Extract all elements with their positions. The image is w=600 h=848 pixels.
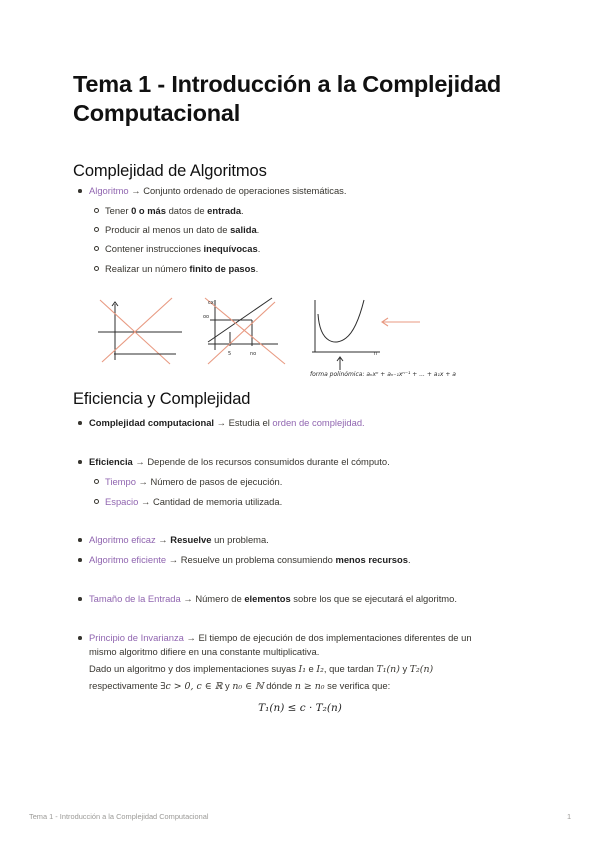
text: un problema. (211, 534, 269, 545)
text: . (255, 263, 259, 274)
term-tamano-entrada: Tamaño de la Entrada (89, 593, 181, 604)
list-item-entrada (105, 204, 244, 217)
list-item-complejidad-computacional (89, 416, 365, 429)
text: e (305, 663, 317, 674)
text-bold: entrada (207, 205, 242, 216)
list-item-salida (105, 223, 259, 236)
text: → Estudia el (214, 417, 273, 428)
term-algoritmo-eficiente: Algoritmo eficiente (89, 554, 167, 565)
text: Realizar un número (105, 263, 190, 274)
sketch-graph-1 (98, 298, 182, 364)
text: se verifica que: (324, 680, 391, 691)
sub-bullet-ring (94, 208, 99, 213)
text-bold: Resuelve (170, 534, 212, 545)
list-item-invarianza-line1 (89, 631, 472, 644)
term-algoritmo-eficaz: Algoritmo eficaz (89, 534, 156, 545)
bullet-dot (78, 189, 82, 193)
list-item-algoritmo-eficiente (89, 553, 411, 566)
math-t1: T₁(n) (376, 664, 400, 675)
text: dónde (263, 680, 295, 691)
footer-page-number: 1 (567, 812, 572, 821)
footer-title: Tema 1 - Introducción a la Complejidad Computacional (29, 812, 209, 821)
sub-bullet-ring (94, 227, 99, 232)
formula-invarianza: T₁(n) ≤ c · T₂(n) (258, 702, 342, 714)
sketch-annotation: forma polinómica: aₙxⁿ + aₙ₋₁xⁿ⁻¹ + ... + a₁x + a (310, 371, 456, 378)
list-item-algoritmo (89, 184, 346, 197)
text: → Número de pasos de ejecución. (135, 476, 283, 487)
text: . (257, 243, 261, 254)
text: Dado un algoritmo y dos implementaciones suyas (89, 663, 299, 674)
bullet-dot (78, 538, 82, 542)
text: . (256, 224, 260, 235)
text: Tener (105, 205, 132, 216)
list-item-tamano-entrada (89, 592, 457, 605)
text: → Resuelve un problema consumiendo (166, 554, 336, 565)
list-item-invarianza-line2: mismo algoritmo difiere en una constante multiplicativa. (89, 646, 320, 657)
text: Contener instrucciones (105, 243, 204, 254)
math-i1: I₁ (298, 664, 306, 675)
text-bold: elementos (244, 593, 291, 604)
math-t2: T₂(n) (409, 664, 434, 675)
term-orden-complejidad: orden de complejidad. (272, 417, 365, 428)
text: . (241, 205, 244, 216)
list-item-tiempo (105, 475, 282, 488)
list-item-inequivocas (105, 242, 260, 255)
definition-text: → Conjunto ordenado de operaciones sistemáticas. (128, 185, 347, 196)
text: sobre los que se ejecutará el algoritmo. (290, 593, 457, 604)
term-complejidad: Complejidad computacional (89, 417, 215, 428)
math-n0: n₀ ∈ ℕ (232, 681, 264, 692)
list-item-invarianza-line3 (89, 662, 433, 676)
sketch-tick-5: 5 (228, 351, 232, 357)
sub-bullet-ring (94, 246, 99, 251)
text: → El tiempo de ejecución de dos implementaciones diferentes de un (183, 632, 472, 643)
term-eficiencia: Eficiencia (89, 456, 133, 467)
text: → Número de (180, 593, 245, 604)
text: Producir al menos un dato de (105, 224, 231, 235)
text: datos de (165, 205, 208, 216)
list-item-espacio (105, 495, 282, 508)
sketch-arrow-icon (382, 318, 420, 326)
bullet-dot (78, 597, 82, 601)
math-exists-c: ∃c > 0, c ∈ ℝ (160, 681, 223, 692)
sketch-label-cx: cx (208, 300, 214, 306)
text-bold: inequívocas (203, 243, 258, 254)
bullet-dot (78, 421, 82, 425)
bullet-dot (78, 558, 82, 562)
text-bold: finito de pasos (189, 263, 256, 274)
list-item-invarianza-line4 (89, 679, 390, 693)
list-item-algoritmo-eficaz (89, 533, 269, 546)
term-espacio: Espacio (105, 496, 139, 507)
bullet-dot (78, 460, 82, 464)
term-tiempo: Tiempo (105, 476, 136, 487)
text: y (222, 680, 233, 691)
term-principio-invarianza: Principio de Invarianza (89, 632, 184, 643)
page-title: Tema 1 - Introducción a la Complejidad Computacional (73, 71, 502, 126)
list-item-eficiencia (89, 455, 390, 468)
sub-bullet-ring (94, 499, 99, 504)
sub-bullet-ring (94, 479, 99, 484)
text-bold: salida (230, 224, 257, 235)
sub-bullet-ring (94, 266, 99, 271)
text: → (155, 534, 171, 545)
sketch-graph-3 (312, 300, 380, 370)
list-item-finito (105, 262, 258, 275)
text: → Depende de los recursos consumidos durante el cómputo. (132, 456, 390, 467)
sketch-tick-no: no (250, 351, 257, 357)
term-algoritmo: Algoritmo (89, 185, 129, 196)
text: . (407, 554, 411, 565)
text: , que tardan (323, 663, 377, 674)
sketch-label-oo: oo (203, 314, 210, 320)
math-i2: I₂ (316, 664, 324, 675)
section-heading-complejidad-algoritmos: Complejidad de Algoritmos (73, 162, 267, 180)
text: respectivamente (89, 680, 161, 691)
text: → Cantidad de memoria utilizada. (138, 496, 283, 507)
bullet-dot (78, 636, 82, 640)
text: y (399, 663, 410, 674)
sketch-axis-n: n (374, 351, 378, 357)
handwritten-sketch (90, 292, 530, 382)
text-bold: menos recursos (335, 554, 408, 565)
math-n-geq-n0: n ≥ n₀ (294, 681, 325, 692)
text-bold: 0 o más (131, 205, 166, 216)
section-heading-eficiencia-complejidad: Eficiencia y Complejidad (73, 390, 251, 408)
sketch-graph-2 (203, 298, 285, 364)
